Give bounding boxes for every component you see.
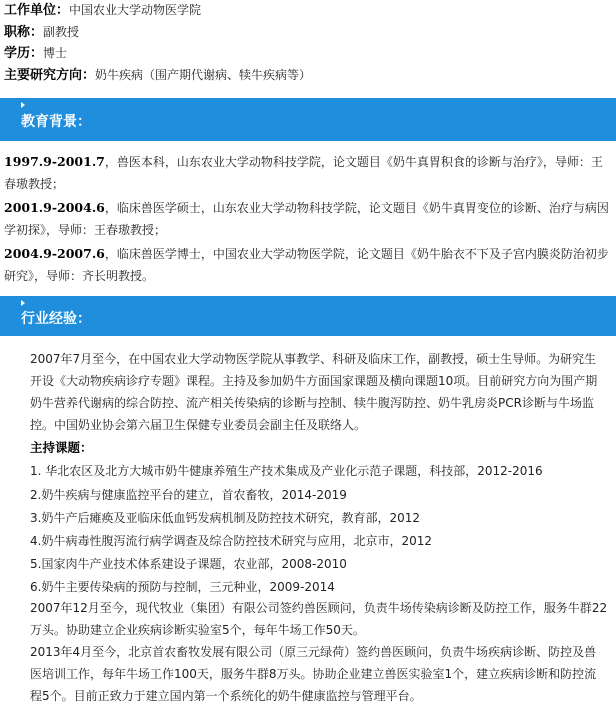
degree-label: 学历： [4, 46, 44, 61]
info-work-unit [4, 1, 201, 19]
info-title [4, 23, 79, 41]
education-text: ，兽医本科，山东农业大学动物科技学院，论文题目《奶牛真胃积食的诊断与治疗》，导师：王春璈教授； [4, 155, 603, 191]
project-item: 2.奶牛疾病与健康监控平台的建立，首农畜牧，2014-2019 [30, 488, 347, 502]
project-item: 6.奶牛主要传染病的预防与控制，三元种业，2009-2014 [30, 580, 335, 594]
title-label: 职称： [4, 25, 44, 40]
education-item [4, 243, 610, 287]
degree-value: 博士 [43, 46, 68, 60]
experience-intro: 2007年7月至今，在中国农业大学动物医学院从事教学、科研及临床工作，副教授，硕士生导师。为研究生开设《大动物疾病诊疗专题》课程。主持及参加奶牛方面国家课题及横向课题10项。目前研究方向为围产期奶牛营养代谢病的综合防控、流产相关传染病的诊断与控制、犊牛腹泻防控、奶牛乳房炎PCR诊断与牛场监控。中国奶业协会第六届卫生保健专业委员会副主任及联络人。 [30, 352, 598, 432]
projects-heading: 主持课题： [30, 440, 93, 455]
education-item [4, 197, 610, 241]
info-degree [4, 44, 67, 62]
project-item: 1. 华北农区及北方大城市奶牛健康养殖生产技术集成及产业化示范子课题，科技部，2012-2016 [30, 464, 543, 478]
experience-section-header [0, 296, 616, 336]
research-value: 奶牛疾病（围产期代谢病、犊牛疾病等） [95, 68, 312, 82]
bullet-icon [21, 300, 25, 306]
experience-consulting-1: 2007年12月至今，现代牧业（集团）有限公司签约兽医顾问，负责牛场传染病诊断及防控工作，服务牛群22万头。协助建立企业疾病诊断实验室5个，每年牛场工作50天。 [30, 601, 608, 637]
education-text: ，临床兽医学硕士，山东农业大学动物科技学院，论文题目《奶牛真胃变位的诊断、治疗与病因学初探》，导师：王春璈教授； [4, 201, 609, 237]
work-unit-label: 工作单位： [4, 3, 70, 18]
bullet-icon [21, 102, 25, 108]
project-item: 4.奶牛病毒性腹泻流行病学调查及综合防控技术研究与应用，北京市，2012 [30, 534, 432, 548]
education-period: 2004.9-2007.6 [4, 246, 105, 261]
project-item: 5.国家肉牛产业技术体系建设子课题，农业部，2008-2010 [30, 557, 347, 571]
education-heading: 教育背景： [21, 114, 91, 130]
project-item: 3.奶牛产后瘫痪及亚临床低血钙发病机制及防控技术研究，教育部，2012 [30, 511, 420, 525]
education-period: 2001.9-2004.6 [4, 200, 105, 215]
education-section-header [0, 98, 616, 141]
education-period: 1997.9-2001.7 [4, 154, 105, 169]
research-label: 主要研究方向： [4, 68, 96, 83]
experience-consulting-2: 2013年4月至今，北京首农畜牧发展有限公司（原三元绿荷）签约兽医顾问，负责牛场疾病诊断、防控及兽医培训工作，每年牛场工作100天，服务牛群8万头。协助企业建立兽医实验室1个，建立疾病诊断和防控流程5个。目前正致力于建立国内第一个系统化的奶牛健康监控与管理平台。 [30, 645, 597, 703]
info-research [4, 66, 311, 84]
work-unit-value: 中国农业大学动物医学院 [69, 3, 202, 17]
education-text: ，临床兽医学博士，中国农业大学动物医学院，论文题目《奶牛胎衣不下及子宫内膜炎防治初步研究》，导师：齐长明教授。 [4, 247, 609, 283]
education-item [4, 151, 610, 195]
title-value: 副教授 [43, 25, 80, 39]
experience-heading: 行业经验： [21, 311, 91, 327]
